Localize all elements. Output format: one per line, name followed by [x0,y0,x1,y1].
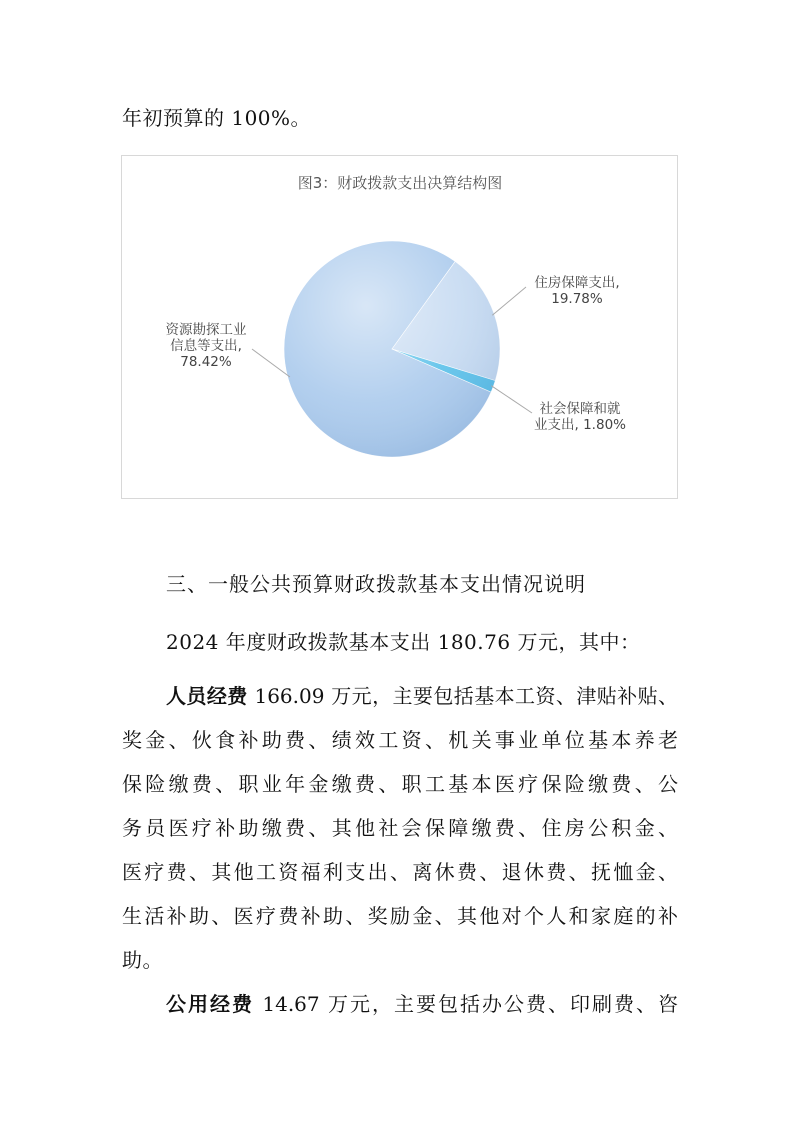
summary-text: 2024 年度财政拨款基本支出 180.76 万元，其中： [166,630,641,654]
intro-tail-text: 年初预算的 100%。 [122,106,312,130]
public-label: 公用经费 [166,992,255,1016]
personnel-text-1: 166.09 万元，主要包括基本工资、津贴补贴、 [247,684,679,708]
pie-chart-svg [122,156,679,500]
section-heading: 三、一般公共预算财政拨款基本支出情况说明 [166,572,586,596]
public-text-1: 14.67 万元，主要包括办公费、印刷费、咨 [254,992,678,1016]
pie-shading [284,241,500,457]
public-line-1 [122,992,678,1016]
personnel-line-6: 生活补助、医疗费补助、奖励金、其他对个人和家庭的补 [122,904,678,928]
leader-line [491,386,532,413]
slice-label: 住房保障支出, 19.78% [534,275,620,307]
leader-line [492,287,526,315]
personnel-line-4: 务员医疗补助缴费、其他社会保障缴费、住房公积金、 [122,816,678,840]
pie-chart [121,155,678,499]
personnel-line-2: 奖金、伙食补助费、绩效工资、机关事业单位基本养老 [122,728,678,752]
chart-title: 图3：财政拨款支出决算结构图 [297,174,503,192]
personnel-line-5: 医疗费、其他工资福利支出、离休费、退休费、抚恤金、 [122,860,678,884]
personnel-line-7: 助。 [122,948,163,972]
slice-label: 资源勘探工业信息等支出, 78.42% [165,322,247,370]
personnel-line-3: 保险缴费、职业年金缴费、职工基本医疗保险缴费、公 [122,772,678,796]
personnel-line-1 [122,684,678,708]
personnel-label: 人员经费 [166,684,248,708]
slice-label: 社会保障和就业支出, 1.80% [534,401,626,433]
